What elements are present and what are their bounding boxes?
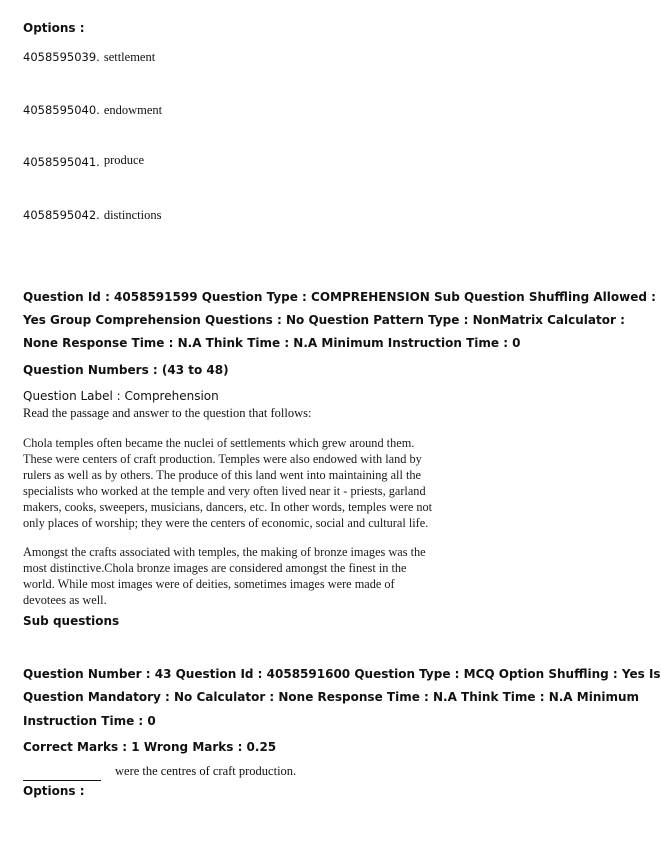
- passage-line: world. While most images were of deities, sometimes images were made of: [23, 576, 395, 591]
- option-text: settlement: [103, 50, 156, 64]
- sub-question-meta-line: Question Number : 43 Question Id : 4058591600 Question Type : MCQ Option Shuffling : Yes Is: [23, 667, 661, 681]
- option-id: 4058595040.: [23, 103, 100, 117]
- answer-blank: [23, 762, 101, 781]
- sub-question-meta-line: Question Mandatory : No Calculator : None Response Time : N.A Think Time : N.A Minimum: [23, 690, 640, 704]
- passage-line: specialists who worked at the temple and very often lived near it - priests, garland: [23, 483, 426, 498]
- question-numbers: Question Numbers : (43 to 48): [23, 363, 229, 377]
- passage-line: devotees as well.: [23, 592, 107, 607]
- question-stem-text: were the centres of craft production.: [115, 764, 297, 778]
- passage-line: These were centers of craft production. Temples were also endowed with land by: [23, 451, 422, 466]
- question-meta-line: Yes Group Comprehension Questions : No Question Pattern Type : NonMatrix Calculator :: [23, 313, 625, 327]
- option-id: 4058595039.: [23, 50, 100, 64]
- passage-line: Amongst the crafts associated with temples, the making of bronze images was the: [23, 545, 426, 559]
- option-id: 4058595042.: [23, 208, 100, 222]
- passage-paragraph-1: [23, 436, 463, 531]
- option-text: endowment: [103, 103, 163, 117]
- instruction-text: Read the passage and answer to the question that follows:: [23, 406, 312, 420]
- passage-line: rulers as well as by others. The produce of this land went into maintaining all the: [23, 467, 421, 482]
- option-text: distinctions: [103, 208, 162, 222]
- passage-line: Chola temples often became the nuclei of settlements which grew around them.: [23, 436, 415, 450]
- option-id: 4058595041.: [23, 155, 100, 169]
- options-heading-bottom: Options :: [23, 784, 85, 798]
- question-stem: [23, 762, 296, 781]
- marks-line: Correct Marks : 1 Wrong Marks : 0.25: [23, 740, 277, 754]
- option-item[interactable]: [23, 48, 155, 66]
- passage-paragraph-2: [23, 545, 463, 609]
- option-item[interactable]: [23, 206, 161, 224]
- passage-line: only places of worship; they were the centers of economic, social and cultural life.: [23, 515, 429, 530]
- passage-line: makers, cooks, sweepers, musicians, dancers, etc. In other words, temples were not: [23, 499, 433, 514]
- sub-questions-heading: Sub questions: [23, 614, 120, 628]
- question-meta-line: Question Id : 4058591599 Question Type : COMPREHENSION Sub Question Shuffling Allowed :: [23, 290, 656, 304]
- option-item[interactable]: [23, 101, 162, 119]
- sub-question-meta-line: Instruction Time : 0: [23, 714, 156, 728]
- options-heading-top: Options :: [23, 21, 85, 35]
- option-text: produce: [103, 153, 145, 167]
- option-item[interactable]: [23, 153, 144, 171]
- question-meta-line: None Response Time : N.A Think Time : N.A Minimum Instruction Time : 0: [23, 336, 521, 350]
- question-label: Question Label : Comprehension: [23, 389, 219, 403]
- passage-line: most distinctive.Chola bronze images are considered amongst the finest in the: [23, 560, 407, 575]
